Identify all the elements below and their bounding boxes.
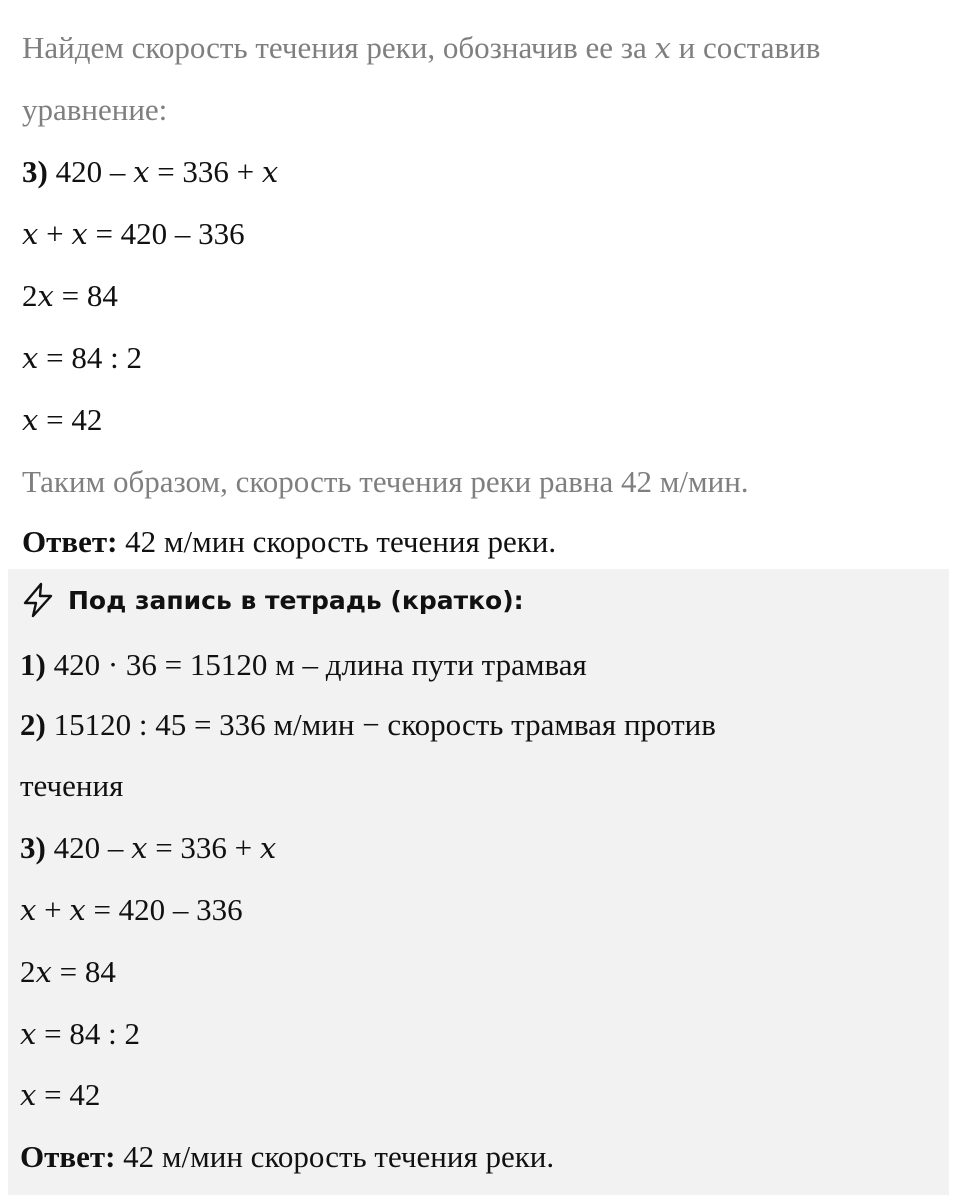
notebook-header (20, 578, 524, 622)
equation-line-5: x = 42 (22, 402, 103, 437)
notebook-step-1: 1) 420 · 36 = 15120 м – длина пути трамвая (20, 647, 587, 682)
intro-line-1: Найдем скорость течения реки, обозначив ее за x и составив (22, 30, 821, 65)
step-number: 1) (20, 647, 46, 682)
notebook-equation-5: x = 42 (20, 1077, 101, 1112)
notebook-step-3: 3) 420 – x = 336 + x (20, 830, 277, 865)
lightning-icon (20, 582, 56, 618)
answer: Ответ: 42 м/мин скорость течения реки. (22, 524, 557, 559)
intro-line-2: уравнение: (22, 92, 168, 127)
notebook-answer: Ответ: 42 м/мин скорость течения реки. (20, 1139, 555, 1174)
answer-label: Ответ: (20, 1139, 116, 1174)
answer-label: Ответ: (22, 524, 118, 559)
equation-step-3: 3) 420 – x = 336 + x (22, 154, 279, 189)
conclusion: Таким образом, скорость течения реки равна 42 м/мин. (22, 464, 749, 499)
equation-line-2: x + x = 420 – 336 (22, 216, 245, 251)
step-number: 3) (20, 830, 46, 865)
notebook-step-2-cont: течения (20, 768, 124, 803)
equation-line-3: 2x = 84 (22, 278, 118, 313)
notebook-title: Под запись в тетрадь (кратко): (68, 585, 524, 615)
step-number: 3) (22, 154, 48, 189)
step-number: 2) (20, 707, 46, 742)
notebook-equation-3: 2x = 84 (20, 954, 116, 989)
equation-line-4: x = 84 : 2 (22, 340, 142, 375)
notebook-equation-2: x + x = 420 – 336 (20, 892, 243, 927)
notebook-step-2: 2) 15120 : 45 = 336 м/мин − скорость трамвая против (20, 707, 716, 742)
notebook-equation-4: x = 84 : 2 (20, 1016, 140, 1051)
